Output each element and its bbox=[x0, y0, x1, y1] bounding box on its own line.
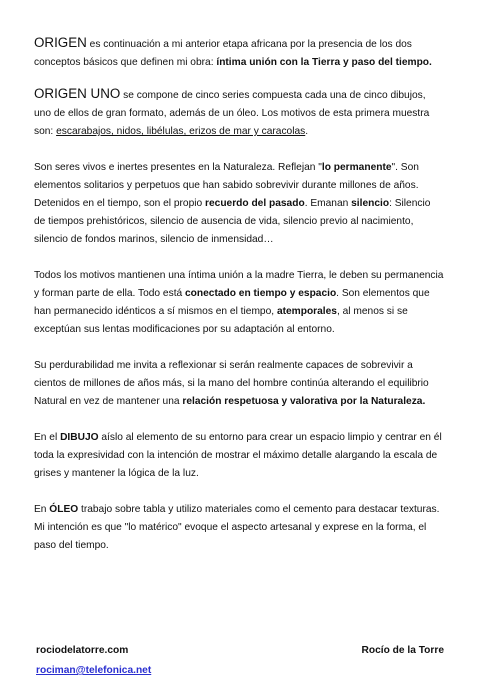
footer-contact bbox=[36, 641, 151, 681]
lead-origen: ORIGEN bbox=[34, 35, 87, 50]
lead-origen-uno: ORIGEN UNO bbox=[34, 86, 121, 101]
paragraph-madre-tierra: Todos los motivos mantienen una íntima unión a la madre Tierra, le deben su permanencia y forman parte de ella. Todo está conectado en tiempo y espacio. Son elementos que han permanecido idénticos a sí mismos en el tiempo, atemporales, al menos si se exceptúan sus lentas modificaciones por su adaptación al entorno. bbox=[34, 270, 444, 335]
paragraph-intro-origen: ORIGEN es continuación a mi anterior etapa africana por la presencia de los dos conceptos básicos que definen mi obra: íntima unión con la Tierra y paso del tiempo. bbox=[34, 35, 432, 68]
document-body bbox=[34, 34, 444, 555]
author-signature: Rocío de la Torre bbox=[361, 645, 444, 656]
paragraph-origen-uno: ORIGEN UNO se compone de cinco series compuesta cada una de cinco dibujos, uno de ellos de gran formato, además de un óleo. Los motivos de esta primera muestra son: escarabajos, nidos, libélulas, erizos de mar y caracolas. bbox=[34, 86, 430, 137]
paragraph-oleo: En ÓLEO trabajo sobre tabla y utilizo materiales como el cemento para destacar texturas. Mi intención es que "lo matérico" evoque el aspecto artesanal y exprese en la forma, el paso del tiempo. bbox=[34, 504, 440, 551]
paragraph-seres-vivos: Son seres vivos e inertes presentes en la Naturaleza. Reflejan "lo permanente". Son elementos solitarios y perpetuos que han sabido sobrevivir durante millones de años. Detenidos en el tiempo, son el propio recuerdo del pasado. Emanan silencio: Silencio de tiempos prehistóricos, silencio de ausencia de vida, silencio previo al nacimiento, silencio de fondos marinos, silencio de inmensidad… bbox=[34, 162, 431, 245]
motifs-list: escarabajos, nidos, libélulas, erizos de mar y caracolas bbox=[56, 126, 306, 137]
email-link[interactable]: rociman@telefonica.net bbox=[36, 665, 152, 676]
website-link[interactable]: rociodelatorre.com bbox=[36, 645, 129, 656]
paragraph-perdurabilidad: Su perdurabilidad me invita a reflexionar si serán realmente capaces de sobrevivir a cientos de millones de años más, si la mano del hombre continúa alterando el equilibrio Natural en vez de mantener una relación respetuosa y valorativa por la Naturaleza. bbox=[34, 360, 429, 407]
paragraph-dibujo: En el DIBUJO aíslo al elemento de su entorno para crear un espacio limpio y centrar en él toda la expresividad con la intención de mostrar el máximo detalle alargando la escala de grises y mantener la lógica de la luz. bbox=[34, 432, 442, 479]
